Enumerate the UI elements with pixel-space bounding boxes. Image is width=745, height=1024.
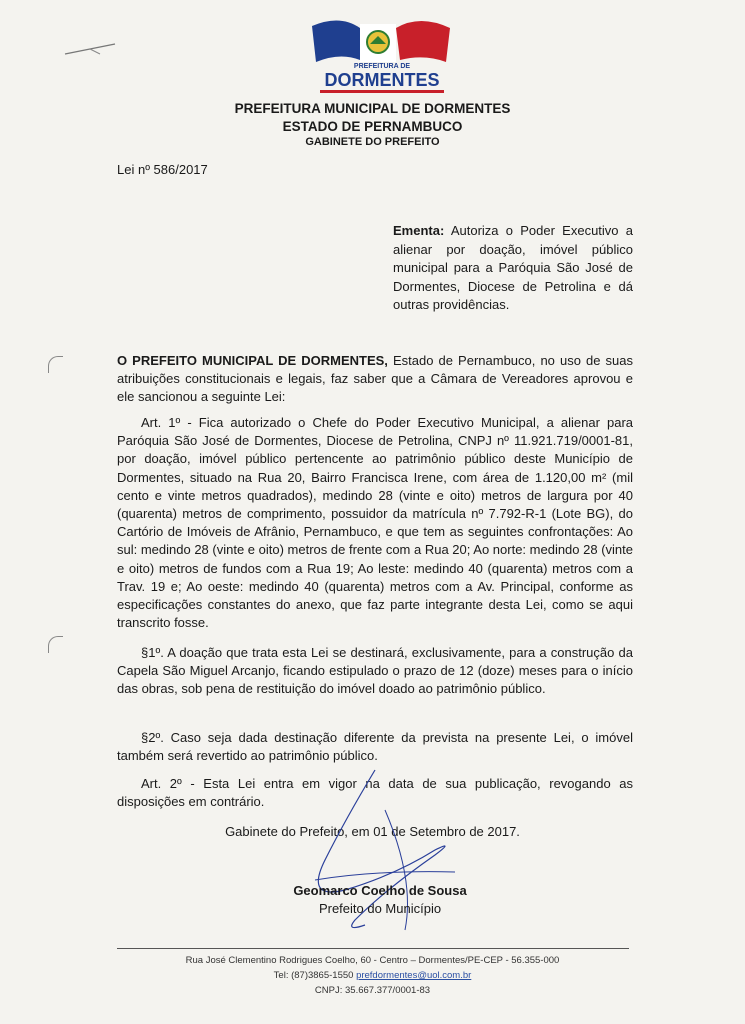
intro-bold: O PREFEITO MUNICIPAL DE DORMENTES,: [117, 353, 388, 368]
org-title: PREFEITURA MUNICIPAL DE DORMENTES: [234, 101, 511, 116]
footer-address: Rua José Clementino Rodrigues Coelho, 60 - Centro – Dormentes/PE-CEP - 56.355-000: [185, 955, 560, 966]
svg-text:PREFEITURA DE: PREFEITURA DE: [353, 63, 411, 70]
footer-divider: [117, 948, 629, 949]
office-title: GABINETE DO PREFEITO: [305, 136, 440, 148]
svg-text:DORMENTES: DORMENTES: [324, 70, 440, 90]
pen-mark: [60, 40, 120, 60]
paragraph-2: §2º. Caso seja dada destinação diferente da prevista na presente Lei, o imóvel também será revertido ao patrimônio público.: [117, 730, 633, 764]
footer-cnpj: CNPJ: 35.667.377/0001-83: [314, 985, 431, 996]
article-1: Art. 1º - Fica autorizado o Chefe do Poder Executivo Municipal, a alienar para Paróquia São José de Dormentes, Diocese de Petrolina, CNPJ nº 11.921.719/0001-81, por doação, imóvel público pertencente ao patrimônio público deste Município de Dormentes, situado na Rua 20, Bairro Francisca Irene, com área de 1.120,00 m² (mil cento e vinte metros quadrados), medindo 28 (vinte e oito) metros de largura por 40 (quarenta) metros de comprimento, possuidor da matrícula nº 7.792-R-1 (Lote BG), do Cartório de Imóveis de Afrânio, Pernambuco, e que tem as seguintes confrontações: Ao sul: medindo 28 (vinte e oito) metros de frente com a Rua 20; Ao norte: medindo 28 (vinte e oito) metros de fundos com a Rua 19; Ao leste: medindo 40 (quarenta) metros com a Trav. 19 e; Ao oeste: medindo 40 (quarenta) metros com a Av. Principal, conforme as especificações constantes do anexo, que faz parte integrante desta Lei, como se aqui transcrito fosse.: [117, 415, 633, 631]
article-2: Art. 2º - Esta Lei entra em vigor na data de sua publicação, revogando as disposições em contrário.: [117, 776, 633, 810]
punch-hole: [48, 636, 63, 653]
intro-text: Estado de Pernambuco, no uso de suas atribuições constitucionais e legais, faz saber que a Câmara de Vereadores aprovou e ele sancionou a seguinte Lei:: [117, 353, 633, 405]
footer-contact: [0, 970, 745, 981]
ementa-block: [393, 222, 633, 315]
punch-hole: [48, 356, 63, 373]
lei-number: Lei nº 586/2017: [117, 162, 208, 177]
signer-name: Geomarco Coelho de Sousa: [293, 883, 467, 898]
paragraph-1: §1º. A doação que trata esta Lei se destinará, exclusivamente, para a construção da Capela São Miguel Arcanjo, ficando estipulado o prazo de 12 (doze) meses para o início das obras, sob pena de restituição do imóvel doado ao patrimônio público.: [117, 645, 633, 697]
ementa-label: Ementa:: [393, 223, 445, 238]
footer-email-link[interactable]: prefdormentes@uol.com.br: [356, 970, 472, 981]
date-line: Gabinete do Prefeito, em 01 de Setembro de 2017.: [225, 824, 520, 839]
signer-role: Prefeito do Município: [318, 901, 442, 916]
footer-phone: Tel: (87)3865-1550: [273, 970, 357, 981]
state-title: ESTADO DE PERNAMBUCO: [282, 119, 463, 134]
ementa-text: Autoriza o Poder Executivo a alienar por doação, imóvel público municipal para a Paróquia São José de Dormentes, Diocese de Petrolina e dá outras providências.: [393, 223, 633, 312]
dormentes-logo: [300, 16, 465, 96]
intro-paragraph: [117, 352, 633, 407]
